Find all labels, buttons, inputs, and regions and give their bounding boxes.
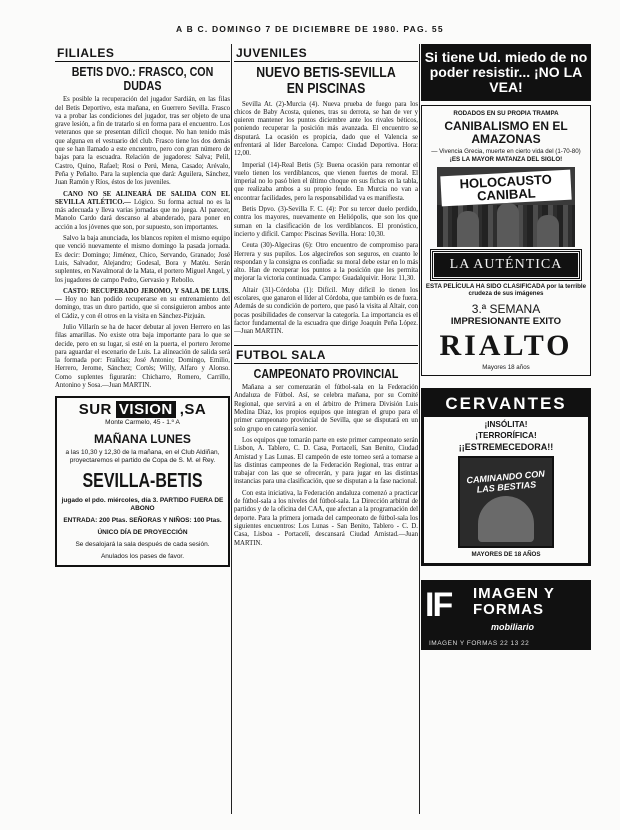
running-head: A B C. DOMINGO 7 DE DICIEMBRE DE 1980. PAG. 55: [176, 24, 444, 34]
article-text: Hoy no han podido recuperarse en su entrenamiento del domingo, tras un duro partido, que si consiguieron ambos ante el Cádiz, y con él otros en la visita en Sánchez-Pizjuán.: [55, 296, 230, 320]
cervantes-advert: [421, 388, 591, 566]
imagen-formas-advert: [421, 580, 591, 650]
article-paragraph: Imperial (14)-Real Betis (5): Buena ocasión para remontar el vuelo tienen los verdiblancos, que vienen fuertes de moral. El imperial no lo pasó bien el último choque en sus fichas en la tabla, que realizaba ambos a su propio feudo. En Murcia no van a encontrar facilidades, pero la responsabilidad va es manifiesta.: [234, 161, 418, 202]
article-paragraph: Es posible la recuperación del jugador Sardián, en las filas del Betis Deportivo, esta mañana, en Guerrero Sevilla. Frasco va a probar las condiciones del jugador, tras ser objeto de una grave lesión, a fin de tratarlo si en forma para el encuentro. Los veteranos que se presentan difícil choque. No han tenido más que alguna en el vestuario del club. Frasco tiene los dos demás que se han llamado a este encuentro, pero con gran número de bajas para la escuadra. Relación de jugadores: Salva; Pelil, Castro, Quino, Rafael; Rosi o Perú, Mena, Casado; Arévalo, Peña y Peñalto. Para la suplencia que dará: Aguilera, Sánchez, Juan Ramón y Ríos, éstos de los juveniles.: [55, 96, 230, 187]
imagen-formas-mark: IF: [425, 585, 452, 624]
headline-campeonato: CAMPEONATO PROVINCIAL: [253, 365, 399, 381]
article-text: Lógico. Su forma actual no es la más adecuada y lleva varias jornadas que no juega. Al parecer, Manolo Cardo dará descanso al abanderado, para poner en acción a los jóvenes que son, por supuesto, son importantes.: [55, 198, 230, 231]
imagen-formas-wordmark: IMAGEN Y FORMAS: [473, 584, 555, 618]
tagline: ¡INSÓLITA!: [484, 420, 528, 429]
headline-betis-dvo: BETIS DVO.: FRASCO, CON DUDAS: [71, 64, 214, 93]
section-title-juveniles: JUVENILES: [234, 44, 418, 62]
survision-logo-right: ,SA: [179, 401, 207, 419]
article-paragraph: Con esta iniciativa, la Federación andaluza comenzó a practicar de fútbol-sala a los niveles del fútbol-sala. La Dirección arbitral de partidos y de la oficina del CAA, que afectan a la programación del deporte. Para la primera jornada del campeonato de fútbol-sala los siguientes encuentros: Los Lunas - San Benito, Tablero - C. D. Casa, Lisboa - Portacelí, descansará Ciudad Amistad.—Juan MARTIN.: [234, 489, 418, 547]
film-note: ¡ES LA MAYOR MATANZA DEL SIGLO!: [449, 156, 563, 163]
article-paragraph: Betis Dpvo. (3)-Sevilla F. C. (4): Por su tercer duelo perdido, contra los mayores, nuevamente en Heliópolis, que son los que suman en la clasificación de los verdiblancos. El pronóstico, incierto y difícil. Campo: Piscinas Sevilla. Hora: 10,30.: [234, 206, 418, 238]
survision-logo: [61, 401, 224, 418]
imagen-formas-subtitle: mobiliario: [491, 621, 535, 632]
poster-figure: [457, 211, 479, 247]
film-note: — Vivencia Grecia, muerte en cierto vida del (1-70-80): [431, 147, 581, 155]
survision-entry: ENTRADA: 200 Ptas. SEÑORAS Y NIÑOS: 100 Ptas.: [63, 517, 222, 525]
tagline: ¡TERRORÍFICA!: [475, 431, 537, 440]
survision-foot-1: Se desalojará la sala después de cada sesión.: [75, 541, 210, 549]
headline-betis-sevilla: NUEVO BETIS-SEVILLA EN PISCINAS: [256, 64, 396, 97]
survision-next: jugado el pdo. miércoles, día 3. PARTIDO FUERA DE ABONO: [61, 497, 224, 513]
tagline: ¡¡ESTREMECEDORA!!: [458, 442, 554, 452]
survision-address: Monte Carmelo, 45 - 1.º A: [105, 419, 180, 427]
column-rule-right: [419, 44, 420, 814]
column-filiales: [55, 44, 230, 824]
poster-figure: [497, 203, 519, 247]
page-header: [0, 0, 620, 38]
age-rating: Mayores 18 años: [482, 363, 530, 371]
article-paragraph: [55, 191, 230, 232]
warning-banner: Si tiene Ud. miedo de no poder resistir... ¡NO LA VEA!: [421, 44, 591, 101]
cinema-name-rialto: RIALTO: [439, 328, 573, 362]
week-label: 3.ª SEMANA: [471, 301, 541, 316]
poster-title: CAMINANDO CON LAS BESTIAS: [466, 468, 546, 495]
classification-note: ESTA PELÍCULA HA SIDO CLASIFICADA por la terrible crudeza de sus imágenes: [425, 282, 587, 297]
poster-figure: [537, 215, 559, 247]
survision-day: MAÑANA LUNES: [94, 432, 191, 447]
age-rating: MAYORES DE 18 AÑOS: [471, 551, 541, 558]
article-paragraph: Sevilla At. (2)-Murcia (4). Nueva prueba de fuego para los chicos de Baby Acosta, quienes, tras su derrota, se han de ver y quieren mantener los puntos diciembre ante los rivales béticos, poniendo recuperar la posición más avanzada. El encuentro se disputará. La ocasión es propicia, dado que el Valencia se enfrentará al líder Barcelona. Campo: Ciudad Deportiva. Hora: 12,00.: [234, 100, 418, 158]
article-subhead: CANO NO SE ALINEARÁ DE SALIDA CON EL SEVILLA ATLÉTICO.—: [55, 190, 230, 206]
article-subhead: CASTO: RECUPERADO JEROMO, Y SALA DE LUIS.—: [55, 287, 230, 304]
survision-match: SEVILLA-BETIS: [82, 470, 203, 493]
survision-logo-left: SUR: [78, 401, 112, 419]
column-rule-left: [231, 44, 232, 814]
survision-logo-mid: VISION: [116, 401, 176, 418]
cervantes-poster: [458, 456, 554, 548]
film-title: CANIBALISMO EN EL AMAZONAS: [444, 118, 568, 146]
poster-creature: [478, 496, 534, 542]
column-ads: [421, 44, 591, 824]
film-poster: [437, 167, 575, 247]
survision-advert: [55, 396, 230, 567]
rialto-advert: [421, 105, 591, 376]
article-paragraph: Ceuta (30)-Algeciras (6): Otro encuentro de compromiso para Herrera y sus pupilos. Los algecireños son seguros, en cuanto le respondan y la consigna es confiada: su moral debe estar en lo más alto. Han de recuperar los puntos a la posición que les permita mejorar la victoria continuada. Campo: Guadalquivir. Hora: 11,30.: [234, 242, 418, 283]
la-autentica-logo: LA AUTÉNTICA: [431, 250, 581, 280]
article-paragraph: Salvo la baja anunciada, los blancos repiten el mismo equipo que venció nuevamente el mismo domingo la pasada jornada. Es decir: Domingo; Jiménez, Chico, Servando, Granado; José Luis, Salvador, Alejandro; Godesal, Bora y Matéu. Serán suplentes, en Navalmoral de la Mata, el portero Miguel Angel, y los jugadores de campo Pedro, Gervasio y Rebollo.: [55, 235, 230, 284]
column-juveniles: [234, 44, 418, 824]
section-title-futbol-sala: FUTBOL SALA: [234, 345, 418, 364]
success-label: IMPRESIONANTE EXITO: [450, 315, 562, 327]
imagen-formas-phone: IMAGEN Y FORMAS 22 13 22: [429, 639, 530, 647]
section-title-filiales: FILIALES: [55, 44, 230, 62]
article-paragraph: [55, 288, 230, 321]
survision-foot-2: Anulados los pases de favor.: [100, 553, 185, 561]
survision-details: a las 10,30 y 12,30 de la mañana, en el Club Aldiñan, proyectaremos el partido de Copa de S. M. el Rey.: [65, 449, 220, 465]
cinema-name-cervantes: CERVANTES: [424, 391, 588, 417]
survision-unique: ÚNICO DÍA DE PROYECCIÓN: [97, 529, 188, 537]
article-paragraph: Julio Villarín se ha de hacer debutar al joven Herrero en las filas amarillas. No existe otra baja importante para lo que se decide, pero en su lugar, si esté en la puerta, el portero Jerome para aguardar el escenario de Luis. La alineación de salida será la formada por: Fraildas; José Antonio; Domingo, Emilio, Herrero, Jerome, Sánchez; Cortés; Willy, Alfaro y Alonso. Como suplentes figurarán: Chicharro, Romero, Carrillo, Antonino y Sosa.—Juan MARTIN.: [55, 324, 230, 390]
article-paragraph: Mañana a ser comenzarán el fútbol-sala en la Federación Andaluza de Fútbol. Así, se celebra mañana, por su Comité Regional, que servirá a en el árbitro de Primera División Luis Medina Díaz, los propios equipos que integran el grupo para el primer campeonato provincial de Sevilla, que se disputará en un solo grupo en categoría senior.: [234, 384, 418, 433]
article-paragraph: Los equipos que tomarán parte en este primer campeonato serán Lisbon, A. Tablero, C. D. Casa, Portacelí, San Benito, Ciudad Amistad y Las Lunas. El campeón de este torneo será a tomarse a las distintas campeones de la Federación Regional, tras entrar a trabajar con las que se ofrecerán, y para jugar en las distintas instancias para una clasificación, que se disputan a la fase nacional.: [234, 436, 418, 486]
article-paragraph: Altair (31)-Córdoba (1): Difícil. Muy difícil lo tienen los escolares, que ganaron el líder al Córdoba, que también es de fuera. Además de su condición de portero, que pasó la visita al Altair, con pocas posibilidades de conservar la categoría. La importancia es el factor fundamental de la escuadra que dirige Joaquín Peña López.—Juan MARTIN.: [234, 286, 418, 336]
poster-title: HOLOCAUSTO CANIBAL: [440, 169, 571, 206]
rialto-strap: RODADOS EN SU PROPIA TRAMPA: [453, 110, 559, 117]
